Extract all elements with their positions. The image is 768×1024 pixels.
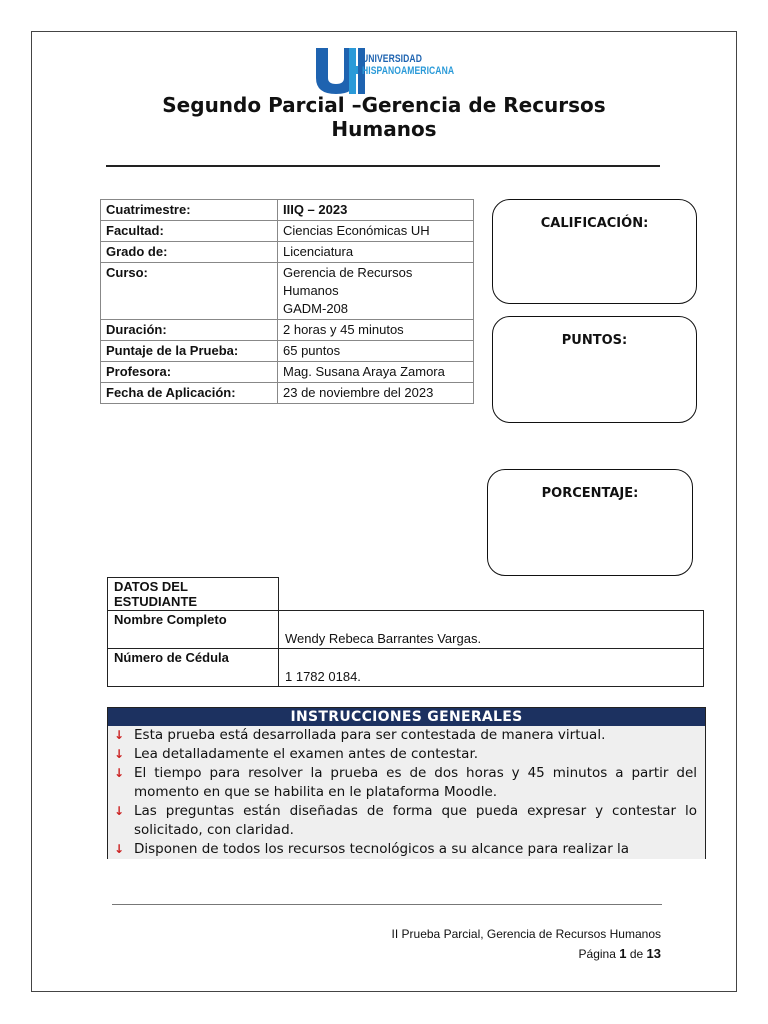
page-current: 1: [619, 946, 627, 961]
info-row: [101, 242, 474, 263]
puntos-box: [492, 316, 697, 423]
info-key: Fecha de Aplicación:: [101, 383, 278, 404]
id-label: Número de Cédula: [108, 649, 279, 687]
arrow-down-bullet-icon: ↓: [114, 766, 125, 780]
instruction-item: [114, 764, 697, 802]
info-key: Facultad:: [101, 221, 278, 242]
info-row: [101, 263, 474, 320]
id-value: 1 1782 0184.: [279, 649, 704, 687]
instruction-text: Las preguntas están diseñadas de forma que pueda expresar y contestar lo solicitado, con claridad.: [134, 803, 697, 838]
instruction-item: [114, 726, 697, 745]
student-header: DATOS DEL ESTUDIANTE: [108, 578, 279, 611]
info-key: Curso:: [101, 263, 278, 320]
info-value-line: 23 de noviembre del 2023: [283, 385, 434, 400]
student-data-table: [107, 577, 704, 687]
info-row: [101, 341, 474, 362]
arrow-down-bullet-icon: ↓: [114, 842, 125, 856]
info-row: [101, 200, 474, 221]
calificacion-label: CALIFICACIÓN:: [540, 216, 649, 231]
instructions-list: [108, 726, 705, 859]
page-total: 13: [646, 946, 661, 961]
porcentaje-box: [487, 469, 693, 576]
instruction-item: [114, 745, 697, 764]
info-row: [101, 383, 474, 404]
info-value-line: Ciencias Económicas UH: [283, 223, 430, 238]
info-value-line: IIIQ – 2023: [283, 202, 348, 217]
instruction-item: [114, 840, 697, 859]
page-word: Página: [578, 947, 616, 961]
porcentaje-label: PORCENTAJE:: [541, 486, 639, 501]
info-value-line: Licenciatura: [283, 244, 354, 259]
info-value: [278, 362, 474, 383]
info-key: Grado de:: [101, 242, 278, 263]
name-value: Wendy Rebeca Barrantes Vargas.: [279, 611, 704, 649]
instruction-text: Esta prueba está desarrollada para ser contestada de manera virtual.: [134, 727, 606, 743]
info-value: [278, 221, 474, 242]
arrow-down-bullet-icon: ↓: [114, 804, 125, 818]
document-title: [130, 93, 638, 141]
info-value-line: GADM-208: [283, 301, 349, 316]
logo-line-1: UNIVERSIDAD: [362, 53, 422, 65]
footer-divider: [112, 904, 662, 905]
instruction-text: Lea detalladamente el examen antes de contestar.: [134, 746, 479, 762]
info-key: Profesora:: [101, 362, 278, 383]
logo-text: [362, 53, 454, 77]
title-line-1: Segundo Parcial –Gerencia de Recursos: [162, 93, 606, 117]
arrow-down-bullet-icon: ↓: [114, 728, 125, 742]
info-key: Puntaje de la Prueba:: [101, 341, 278, 362]
instruction-text: Disponen de todos los recursos tecnológicos a su alcance para realizar la: [134, 841, 630, 857]
title-line-2: Humanos: [331, 117, 437, 141]
info-value-line: Mag. Susana Araya Zamora: [283, 364, 445, 379]
info-value: [278, 242, 474, 263]
page-number: [392, 944, 661, 964]
info-value: [278, 383, 474, 404]
footer: [392, 925, 661, 964]
info-row: [101, 362, 474, 383]
info-key: Duración:: [101, 320, 278, 341]
instruction-text: El tiempo para resolver la prueba es de dos horas y 45 minutos a partir del momento en que se habilita en le plataforma Moodle.: [134, 765, 697, 800]
of-word: de: [629, 947, 644, 961]
info-key: Cuatrimestre:: [101, 200, 278, 221]
instructions-panel: [107, 707, 706, 859]
puntos-label: PUNTOS:: [561, 333, 628, 348]
logo-line-2: HISPANOAMERICANA: [362, 65, 455, 77]
info-value: [278, 341, 474, 362]
info-row: [101, 221, 474, 242]
student-header-blank: [279, 578, 704, 611]
instruction-item: [114, 802, 697, 840]
exam-info-table: [100, 199, 474, 404]
info-value-line: Gerencia de Recursos: [283, 265, 413, 280]
name-label: Nombre Completo: [108, 611, 279, 649]
info-row: [101, 320, 474, 341]
instructions-header: INSTRUCCIONES GENERALES: [108, 708, 705, 726]
info-value-line: Humanos: [283, 283, 339, 298]
info-value: [278, 200, 474, 221]
info-value-line: 65 puntos: [283, 343, 341, 358]
calificacion-box: [492, 199, 697, 304]
info-value-line: 2 horas y 45 minutos: [283, 322, 404, 337]
arrow-down-bullet-icon: ↓: [114, 747, 125, 761]
info-value: [278, 263, 474, 320]
footer-title: II Prueba Parcial, Gerencia de Recursos Humanos: [391, 927, 661, 941]
title-divider: [106, 165, 660, 167]
info-value: [278, 320, 474, 341]
